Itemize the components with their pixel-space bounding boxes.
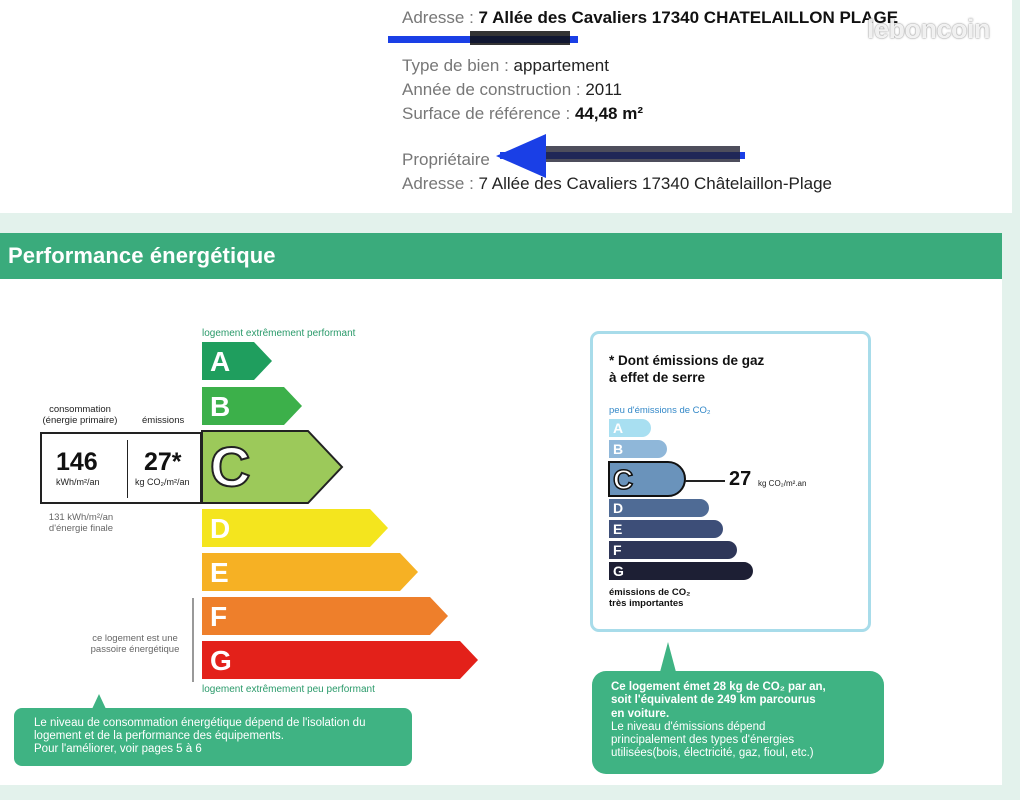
dpe-info-text: Le niveau de consommation énergétique dépend de l'isolation du logement et de la performance des équipements. Pour l'améliorer, voir pages 5 à 6: [34, 717, 366, 755]
owner-label: Propriétaire: [402, 150, 490, 169]
ges-class-e: [609, 520, 723, 538]
ges-unit: kg CO₂/m².an: [758, 479, 807, 488]
bottom-divider: [0, 785, 1020, 800]
ges-class-letter: G: [613, 563, 624, 579]
ges-info-bold: Ce logement émet 28 kg de CO₂ par an, soit l'équivalent de 249 km parcourus en voiture.: [611, 681, 826, 720]
consumption-caption: consommation (énergie primaire): [42, 404, 118, 426]
ges-class-d: [609, 499, 709, 517]
dpe-class-letter: C: [210, 435, 251, 498]
ges-title: * Dont émissions de gaz à effet de serre: [609, 353, 765, 385]
ges-class-b: [609, 440, 667, 458]
ges-class-letter: F: [613, 542, 622, 558]
ges-class-c: [609, 462, 685, 496]
consumption-value: 146: [56, 448, 98, 476]
ges-class-letter: D: [613, 500, 624, 516]
ges-info-text: Le niveau d'émissions dépend principalement des types d'énergies utilisées(bois, électricité, gaz, fioul, etc.): [611, 720, 814, 760]
ges-class-letter: C: [613, 464, 634, 495]
emissions-caption: émissions: [142, 415, 185, 426]
section-title: Performance énergétique: [8, 243, 276, 268]
address-label: Adresse :: [402, 8, 479, 27]
type-label: Type de bien :: [402, 56, 514, 75]
ges-class-letter: B: [613, 441, 624, 457]
right-divider: [1012, 0, 1020, 800]
dpe-class-letter: A: [210, 346, 231, 377]
dpe-class-letter: E: [210, 557, 229, 588]
ges-pointer-line: [685, 480, 725, 482]
dpe-info-bubble: [14, 708, 412, 766]
ges-info-bubble: [592, 671, 884, 774]
owner-address-value: 7 Allée des Cavaliers 17340 Châtelaillon-Plage: [478, 174, 832, 193]
ges-low-caption: peu d'émissions de CO₂: [609, 405, 711, 416]
ges-class-letter: A: [613, 420, 624, 436]
final-energy-note: 131 kWh/m²/an d'énergie finale: [48, 512, 114, 534]
year-value: 2011: [585, 80, 622, 99]
ges-class-a: [609, 419, 651, 437]
dpe-class-f: [202, 597, 448, 635]
passoire-note: ce logement est une passoire énergétique: [90, 633, 180, 655]
emissions-unit: kg CO₂/m²/an: [135, 477, 190, 487]
type-value: appartement: [513, 56, 609, 75]
address-value: 7 Allée des Cavaliers 17340 CHATELAILLON PLAGE: [478, 8, 899, 27]
ges-high-caption: émissions de CO₂ très importantes: [609, 587, 691, 609]
ges-class-f: [609, 541, 737, 559]
year-label: Année de construction :: [402, 80, 586, 99]
leboncoin-logo: leboncoin: [867, 14, 990, 44]
dpe-class-letter: F: [210, 601, 228, 632]
consumption-unit: kWh/m²/an: [56, 477, 100, 487]
ges-value: 27: [729, 468, 752, 490]
dpe-bottom-caption: logement extrêmement peu performant: [202, 684, 375, 695]
emissions-value: 27*: [144, 448, 182, 476]
dpe-class-letter: B: [210, 391, 231, 422]
dpe-class-g: [202, 641, 478, 679]
owner-address-label: Adresse :: [402, 174, 479, 193]
ges-class-g: [609, 562, 753, 580]
dpe-class-letter: D: [210, 513, 231, 544]
surface-label: Surface de référence :: [402, 104, 575, 123]
ges-class-letter: E: [613, 521, 623, 537]
dpe-top-caption: logement extrêmement performant: [202, 328, 356, 339]
dpe-class-letter: G: [210, 645, 232, 676]
surface-value: 44,48 m²: [574, 104, 643, 123]
